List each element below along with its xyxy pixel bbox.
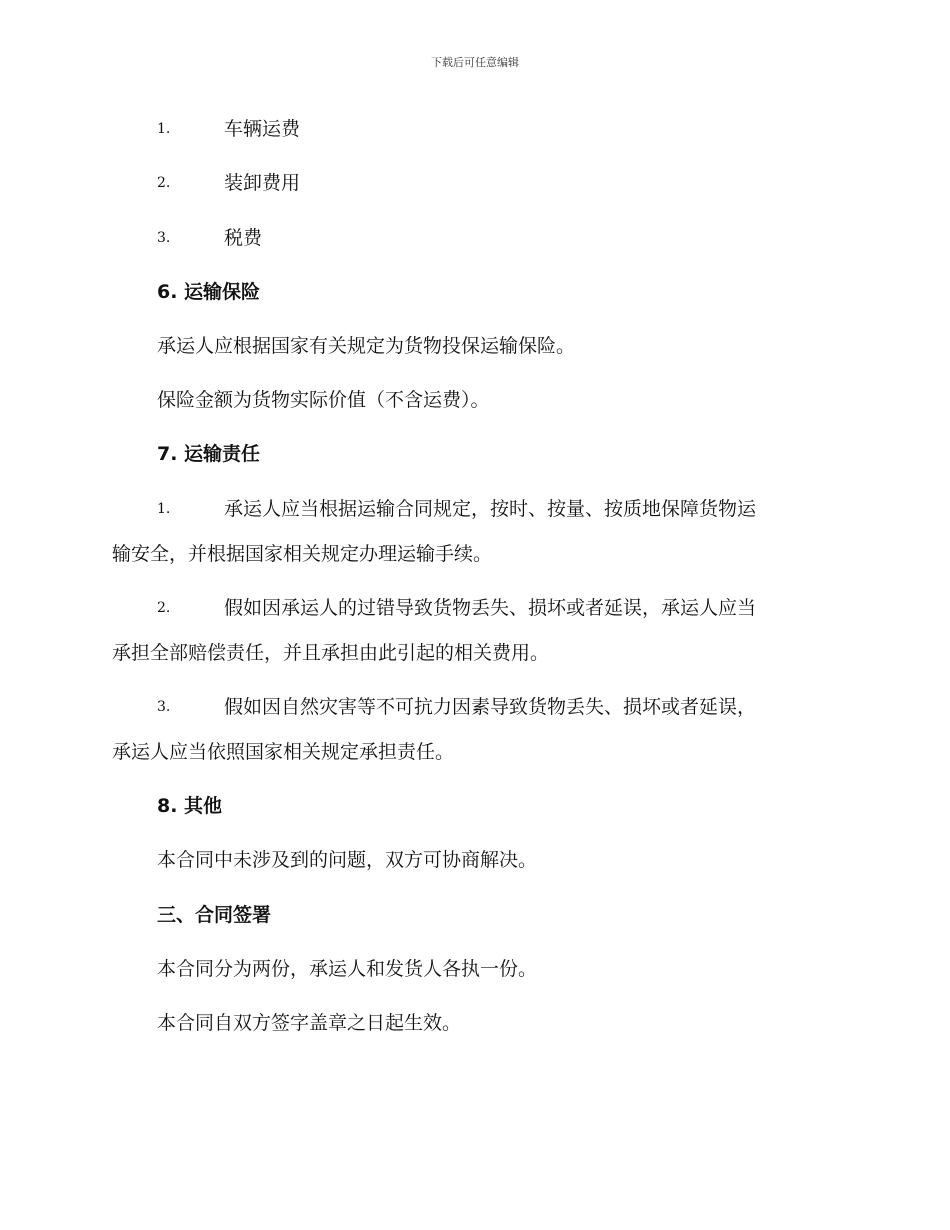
list-item: 车辆运费 xyxy=(224,118,301,140)
list-item-continuation: 输安全，并根据国家相关规定办理运输手续。 xyxy=(112,543,493,565)
paragraph: 本合同分为两份，承运人和发货人各执一份。 xyxy=(157,958,538,980)
list-item-line: 假如因承运人的过错导致货物丢失、损坏或者延误，承运人应当 xyxy=(224,597,757,619)
list-item-continuation: 承担全部赔偿责任，并且承担由此引起的相关费用。 xyxy=(112,642,550,664)
list-item: 税费 xyxy=(224,227,263,249)
list-item-line: 假如因自然灾害等不可抗力因素导致货物丢失、损坏或者延误， xyxy=(224,696,757,718)
list-number: 2. xyxy=(157,175,171,191)
list-item-continuation: 承运人应当依照国家相关规定承担责任。 xyxy=(112,741,455,763)
paragraph: 承运人应根据国家有关规定为货物投保运输保险。 xyxy=(157,335,576,357)
section-heading-signing: 三、合同签署 xyxy=(157,904,272,926)
list-item: 装卸费用 xyxy=(224,172,301,194)
list-number: 3. xyxy=(157,230,171,246)
list-number: 1. xyxy=(157,121,171,137)
list-number: 2. xyxy=(157,600,171,616)
page-header: 下载后可任意编辑 xyxy=(431,56,519,69)
section-heading-responsibility: 7. 运输责任 xyxy=(157,443,261,465)
paragraph: 本合同自双方签字盖章之日起生效。 xyxy=(157,1012,462,1034)
section-heading-insurance: 6. 运输保险 xyxy=(157,281,261,303)
list-item-line: 承运人应当根据运输合同规定，按时、按量、按质地保障货物运 xyxy=(224,498,757,520)
list-number: 3. xyxy=(157,699,171,715)
section-heading-other: 8. 其他 xyxy=(157,795,223,817)
paragraph: 本合同中未涉及到的问题，双方可协商解决。 xyxy=(157,849,538,871)
paragraph: 保险金额为货物实际价值（不含运费）。 xyxy=(157,389,490,411)
list-number: 1. xyxy=(157,501,171,517)
